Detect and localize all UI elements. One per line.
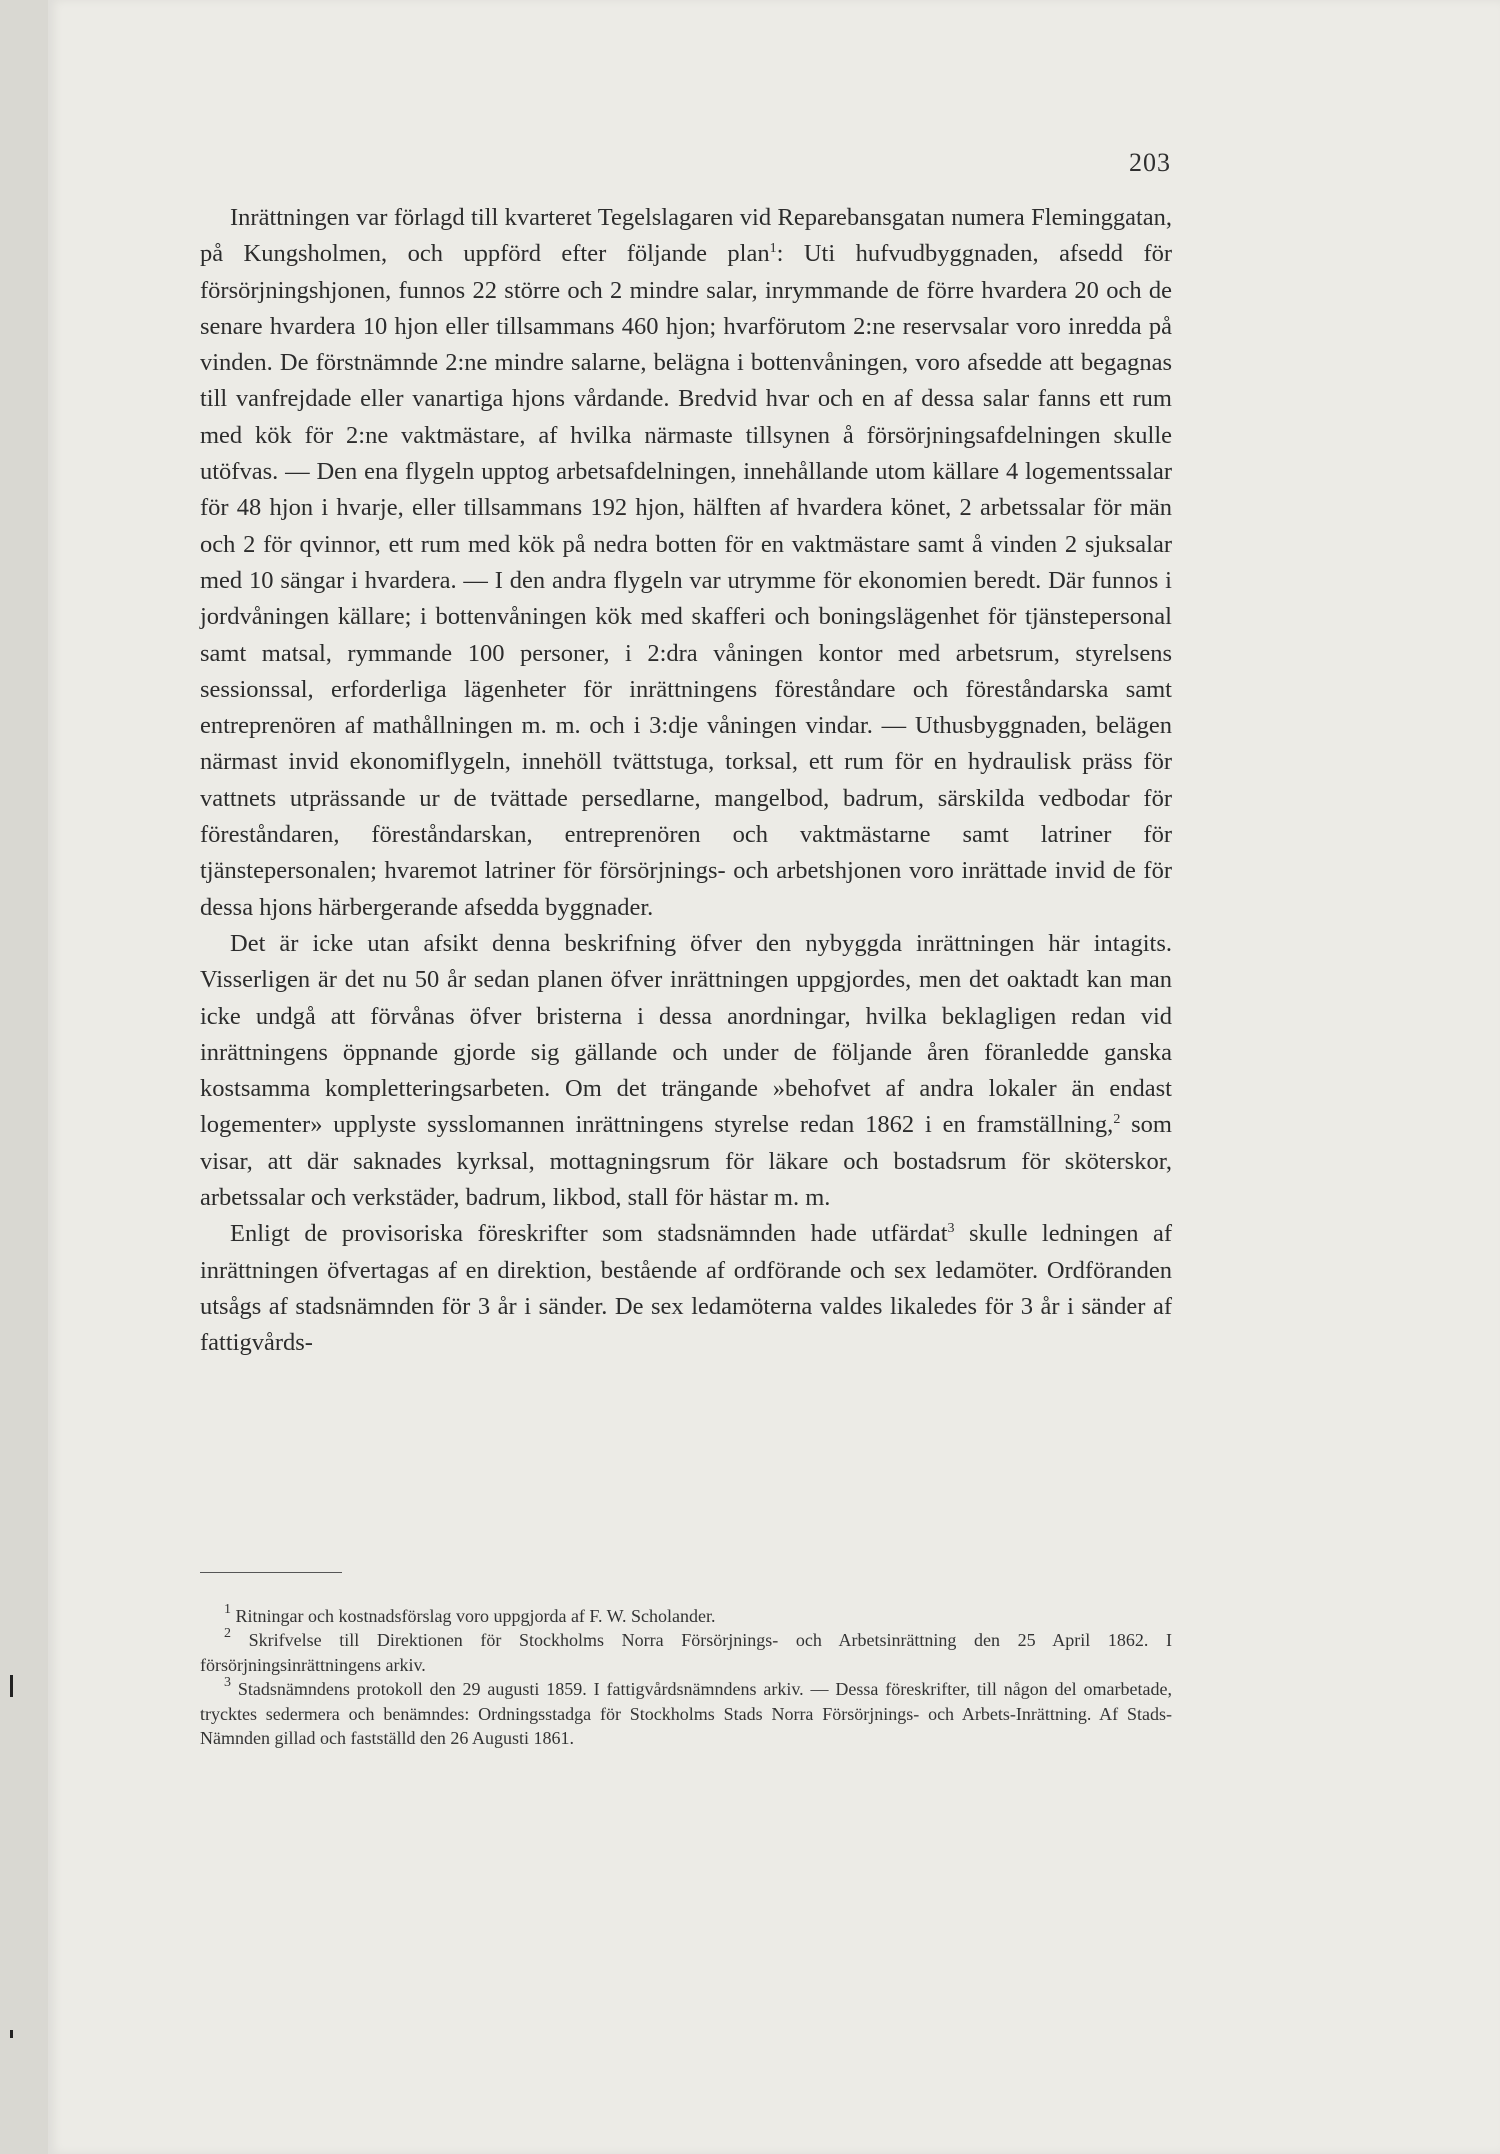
footnote	[200, 1677, 1172, 1750]
footnote-text: Stadsnämndens protokoll den 29 augusti 1859. I fattigvårdsnämndens arkiv. — Dessa föreskrifter, till någon del omarbetade, trycktes sedermera och benämndes: Ordningsstadga för Stockholms Stads Norra Försörjnings- och Arbets-Inrättning. Af Stads-Nämnden gillad och fastställd den 26 Augusti 1861.	[200, 1679, 1172, 1749]
body-text	[200, 200, 1172, 1362]
page-number: 203	[1129, 148, 1171, 177]
paragraph	[200, 200, 1172, 926]
footnote	[200, 1628, 1172, 1677]
footnotes	[200, 1604, 1172, 1750]
footnote-reference: 1	[769, 241, 777, 257]
paragraph-text: Enligt de provisoriska föreskrifter som stadsnämnden hade utfärdat	[230, 1220, 948, 1248]
footnote	[200, 1604, 1172, 1628]
paragraph-text: som visar, att där saknades kyrksal, mottagningsrum för läkare och bostadsrum för sköterskor, arbetssalar och verkstäder, badrum, likbod, stall för hästar m. m.	[200, 1111, 1172, 1212]
binding-mark	[10, 2030, 13, 2038]
paragraph	[200, 926, 1172, 1216]
footnote-divider	[200, 1572, 342, 1573]
footnote-reference: 2	[1113, 1112, 1121, 1128]
paragraph-text: : Uti hufvudbyggnaden, afsedd för försörjningshjonen, funnos 22 större och 2 mindre salar, inrymmande de förre hvardera 20 och de senare hvardera 10 hjon eller tillsammans 460 hjon; hvarförutom 2:ne reservsalar voro inredda på vinden. De förstnämnde 2:ne mindre salarne, belägna i bottenvåningen, voro afsedde att begagnas till vanfrejdade eller vanartiga hjons vårdande. Bredvid hvar och en af dessa salar fanns ett rum med kök för 2:ne vaktmästare, af hvilka närmaste tillsynen å försörjningsafdelningen skulle utöfvas. — Den ena flygeln upptog arbetsafdelningen, innehållande utom källare 4 logementssalar för 48 hjon i hvarje, eller tillsammans 192 hjon, hälften af hvardera könet, 2 arbetssalar för män och 2 för qvinnor, ett rum med kök på nedra botten för en vaktmästare samt å vinden 2 sjuksalar med 10 sängar i hvardera. — I den andra flygeln var utrymme för ekonomien beredt. Där funnos i jordvåningen källare; i bottenvåningen kök med skafferi och boningslägenhet för tjänstepersonal samt matsal, rymmande 100 personer, i 2:dra våningen kontor med arbetsrum, styrelsens sessionssal, erforderliga lägenheter för inrättningens föreståndare och föreståndarska samt entreprenören af mathållningen m. m. och i 3:dje våningen vindar. — Uthusbyggnaden, belägen närmast invid ekonomiflygeln, innehöll tvättstuga, torksal, ett rum för en hydraulisk präss för vattnets utprässande ur de tvättade persedlarne, mangelbod, badrum, särskilda vedbodar för föreståndaren, föreståndarskan, entreprenören och vaktmästarne samt latriner för tjänstepersonalen; hvaremot latriner för försörjnings- och arbetshjonen voro inrättade invid de för dessa hjons härbergerande afsedda byggnader.	[200, 240, 1173, 921]
footnote-text: Skrifvelse till Direktionen för Stockholms Norra Försörjnings- och Arbetsinrättning den 25 April 1862. I försörjningsinrättningens arkiv.	[200, 1630, 1172, 1675]
footnote-mark: 3	[224, 1675, 231, 1691]
footnote-text: Ritningar och kostnadsförslag voro uppgjorda af F. W. Scholander.	[231, 1606, 716, 1626]
paragraph-text: Inrättningen var förlagd till kvarteret Tegelslagaren vid Reparebansgatan numera Fleminggatan, på Kungsholmen, och uppförd efter följande plan	[200, 204, 1172, 268]
paragraph	[200, 1216, 1172, 1361]
footnote-mark: 1	[224, 1602, 231, 1617]
footnote-mark: 2	[224, 1626, 231, 1642]
paragraph-text: skulle ledningen af inrättningen öfvertagas af en direktion, bestående af ordförande och sex ledamöter. Ordföranden utsågs af stadsnämnden för 3 år i sänder. De sex ledamöterna valdes likaledes för 3 år i sänder af fattigvårds-	[200, 1220, 1172, 1357]
binding-mark	[10, 1675, 13, 1697]
paragraph-text: Det är icke utan afsikt denna beskrifning öfver den nybyggda inrättningen här intagits. Visserligen är det nu 50 år sedan planen öfver inrättningen uppgjordes, men det oaktadt kan man icke undgå att förvånas öfver bristerna i dessa anordningar, hvilka beklagligen redan vid inrättningens öppnande gjorde sig gällande och under de följande åren föranledde ganska kostsamma kompletteringsarbeten. Om det trängande »behofvet af andra lokaler än endast logementer» upplyste sysslomannen inrättningens styrelse redan 1862 i en framställning,	[200, 929, 1172, 1139]
footnote-reference: 3	[947, 1221, 955, 1237]
